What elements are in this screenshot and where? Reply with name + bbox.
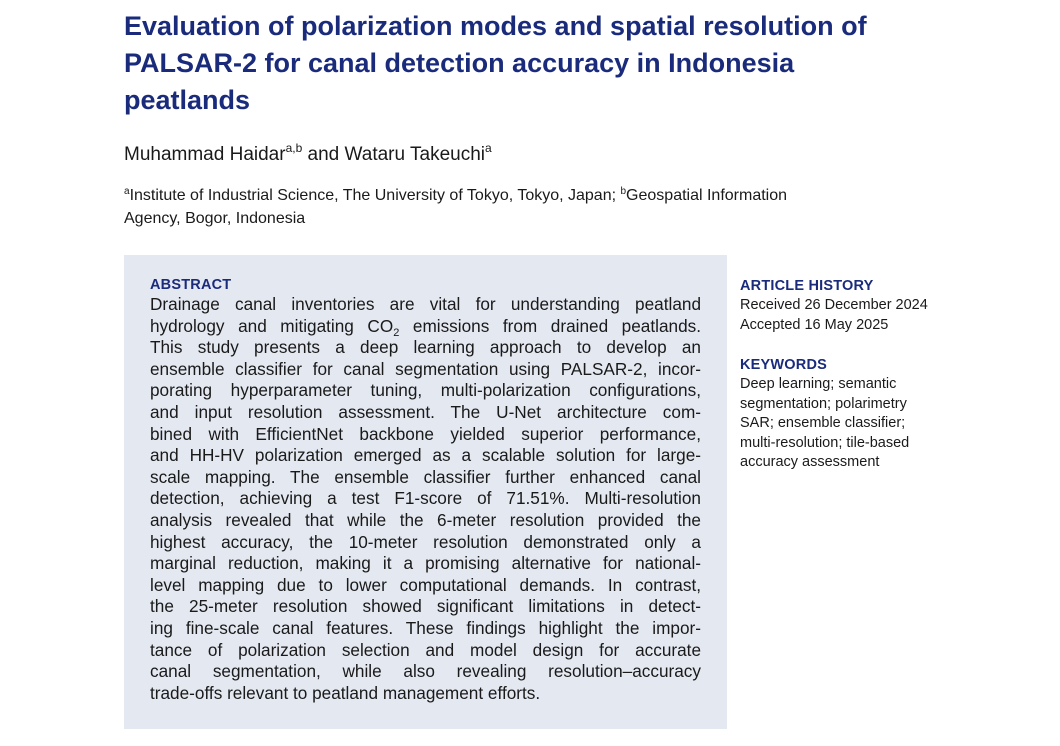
- received-date: Received 26 December 2024: [740, 297, 928, 313]
- abstract-line: porating hyperparameter tuning, multi-polarization configurations,: [150, 380, 701, 401]
- title-line: Evaluation of polarization modes and spatial resolution of: [124, 11, 867, 41]
- keywords-list: [740, 375, 960, 473]
- abstract-line: detection, achieving a test F1-score of 71.51%. Multi-resolution: [150, 488, 701, 509]
- author-affiliation-mark: a,b: [285, 141, 303, 155]
- abstract-line: ing fine-scale canal features. These findings highlight the impor-: [150, 617, 701, 638]
- abstract-line: bined with EfficientNet backbone yielded superior performance,: [150, 423, 701, 444]
- abstract-line: and HH-HV polarization emerged as a scalable solution for large-: [150, 445, 701, 466]
- title-line: peatlands: [124, 85, 251, 115]
- abstract-line: canal segmentation, while also revealing resolution–accuracy: [150, 661, 701, 682]
- affiliation-text: Institute of Industrial Science, The University of Tokyo, Tokyo, Japan;: [129, 187, 621, 204]
- subscript: 2: [393, 326, 400, 339]
- abstract-line: marginal reduction, making it a promising alternative for national-: [150, 553, 701, 574]
- abstract-line: level mapping due to lower computational demands. In contrast,: [150, 574, 701, 595]
- keyword-line: Deep learning; semantic: [740, 376, 897, 392]
- author-list: [124, 143, 492, 167]
- author-affiliation-mark: a: [485, 141, 492, 155]
- keyword-line: segmentation; polarimetry: [740, 395, 907, 412]
- affiliation-mark: b: [620, 186, 627, 197]
- affiliations: [124, 184, 884, 230]
- keyword-line: multi-resolution; tile-based: [740, 434, 910, 451]
- abstract-line: hydrology and mitigating $CO_2$ emissions from drained peatlands.: [150, 315, 702, 339]
- abstract-line: the 25-meter resolution showed significant limitations in detect-: [150, 596, 701, 617]
- keywords: [740, 356, 960, 473]
- affiliation-line: Agency, Bogor, Indonesia: [124, 210, 306, 227]
- affiliation-mark: a: [124, 186, 130, 197]
- abstract-heading: ABSTRACT: [150, 277, 232, 293]
- abstract-line: This study presents a deep learning approach to develop an: [150, 337, 701, 358]
- article-history-heading: ARTICLE HISTORY: [740, 278, 874, 294]
- abstract-line: tance of polarization selection and model design for accurate: [150, 639, 701, 660]
- author-name: Muhammad Haidar: [124, 144, 286, 165]
- abstract-line: highest accuracy, the 10-meter resolution demonstrated only a: [150, 531, 701, 552]
- title-line: PALSAR-2 for canal detection accuracy in Indonesia: [124, 48, 795, 78]
- affiliation-line: [124, 184, 884, 207]
- abstract-line: trade-offs relevant to peatland management efforts.: [150, 682, 541, 703]
- abstract-line: ensemble classifier for canal segmentation using PALSAR-2, incor-: [150, 358, 701, 379]
- abstract-line: scale mapping. The ensemble classifier further enhanced canal: [150, 466, 701, 487]
- keywords-heading: KEYWORDS: [740, 357, 827, 373]
- author-name: Wataru Takeuchi: [344, 144, 485, 165]
- abstract-line: and input resolution assessment. The U-Net architecture com-: [150, 401, 701, 422]
- abstract-line: analysis revealed that while the 6-meter resolution provided the: [150, 509, 701, 530]
- article-history: [740, 277, 960, 335]
- paper-title: [124, 8, 924, 119]
- abstract-line: Drainage canal inventories are vital for understanding peatland: [150, 294, 701, 314]
- author-connector: and: [302, 144, 345, 165]
- keyword-line: accuracy assessment: [740, 454, 880, 470]
- abstract-text: [150, 294, 701, 704]
- accepted-date: Accepted 16 May 2025: [740, 316, 889, 333]
- affiliation-text: Geospatial Information: [626, 187, 788, 204]
- keyword-line: SAR; ensemble classifier;: [740, 415, 906, 431]
- article-history-dates: [740, 296, 960, 335]
